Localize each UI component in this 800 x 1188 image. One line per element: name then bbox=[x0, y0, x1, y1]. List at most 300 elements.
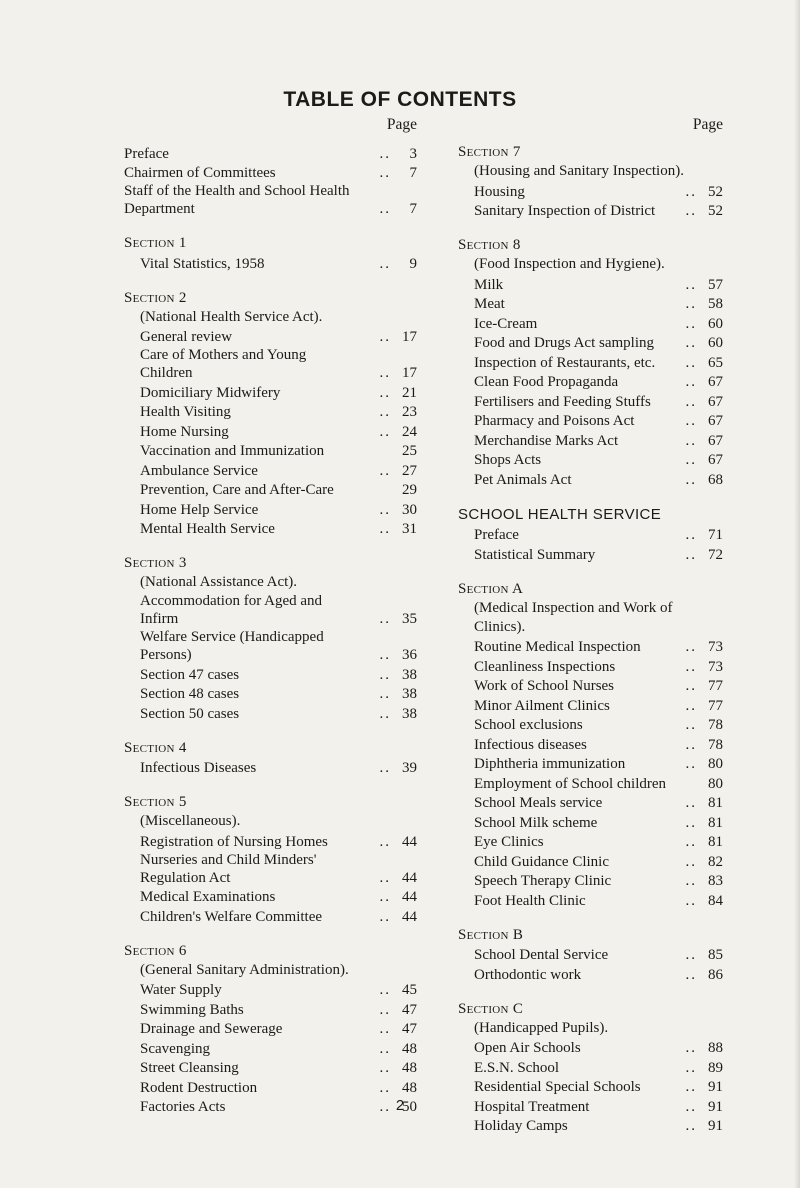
dot-leader: .. bbox=[685, 966, 697, 983]
entry-title: Water Supply bbox=[140, 982, 222, 998]
entry-title: Hospital Treatment bbox=[474, 1098, 590, 1115]
entry-page-number: 67 bbox=[708, 413, 723, 429]
school-health-service bbox=[458, 505, 723, 564]
dot-leader: .. bbox=[685, 1079, 697, 1095]
dot-leader: .. bbox=[685, 795, 697, 811]
dot-leader: .. bbox=[685, 354, 697, 371]
dot-leader: .. bbox=[379, 666, 391, 683]
dot-leader: .. bbox=[685, 736, 697, 753]
entry-page-number: 29 bbox=[402, 482, 417, 498]
dot-leader: .. bbox=[379, 647, 391, 663]
dot-leader: .. bbox=[379, 1099, 391, 1115]
entry-title: Section 50 cases bbox=[140, 705, 240, 722]
entry-title: Prevention, Care and After-Care bbox=[140, 482, 334, 498]
section-8 bbox=[458, 236, 723, 489]
toc-entry bbox=[458, 1077, 723, 1097]
entry-page-number: 47 bbox=[402, 1021, 417, 1037]
dot-leader: .. bbox=[685, 639, 697, 655]
dot-leader: .. bbox=[379, 1021, 391, 1037]
section-heading: Section C bbox=[458, 1000, 524, 1017]
toc-entry bbox=[458, 1038, 723, 1058]
section-heading: Section 1 bbox=[124, 235, 187, 251]
entry-title: Work of School Nurses bbox=[474, 678, 615, 694]
toc-entry bbox=[458, 411, 723, 431]
toc-entry bbox=[458, 294, 723, 314]
entry-title: Orthodontic work bbox=[474, 966, 582, 983]
section-subheading: (Miscellaneous). bbox=[140, 813, 241, 829]
dot-leader: .. bbox=[379, 329, 391, 345]
entry-page-number: 81 bbox=[708, 795, 723, 811]
front-matter bbox=[124, 143, 417, 218]
toc-entry bbox=[458, 695, 723, 715]
entry-page-number: 84 bbox=[708, 892, 723, 909]
entry-title: Section 47 cases bbox=[140, 666, 240, 683]
toc-entry bbox=[124, 831, 417, 851]
entry-page-number: 73 bbox=[708, 639, 723, 655]
toc-entry bbox=[458, 333, 723, 353]
entry-title: Residential Special Schools bbox=[474, 1079, 641, 1095]
toc-entry bbox=[124, 480, 417, 500]
entry-page-number: 45 bbox=[402, 982, 417, 998]
section-b bbox=[458, 926, 723, 984]
section-heading: Section B bbox=[458, 926, 524, 943]
dot-leader: .. bbox=[685, 756, 697, 772]
entry-page-number: 48 bbox=[402, 1040, 417, 1057]
section-heading: Section 6 bbox=[124, 942, 187, 959]
entry-page-number: 67 bbox=[708, 374, 723, 390]
section-c bbox=[458, 1000, 723, 1136]
entry-page-number: 77 bbox=[708, 678, 723, 694]
entry-page-number: 52 bbox=[708, 183, 723, 200]
entry-title: Drainage and Sewerage bbox=[140, 1021, 283, 1037]
entry-page-number: 88 bbox=[708, 1040, 723, 1056]
page-edge-shadow bbox=[794, 0, 800, 1188]
toc-entry bbox=[124, 441, 417, 461]
dot-leader: .. bbox=[379, 908, 391, 925]
section-3 bbox=[124, 554, 417, 723]
section-a bbox=[458, 580, 723, 910]
entry-page-number: 83 bbox=[708, 873, 723, 889]
entry-page-number: 17 bbox=[402, 365, 417, 381]
section-subheading: (Food Inspection and Hygiene). bbox=[474, 256, 665, 272]
entry-title: Section 48 cases bbox=[140, 686, 240, 702]
entry-title: Open Air Schools bbox=[474, 1040, 581, 1056]
dot-leader: .. bbox=[685, 834, 697, 850]
dot-leader: .. bbox=[685, 413, 697, 429]
entry-title: Medical Examinations bbox=[140, 889, 276, 905]
dot-leader: .. bbox=[379, 686, 391, 702]
toc-entry bbox=[124, 346, 417, 382]
entry-page-number: 57 bbox=[708, 276, 723, 293]
dot-leader: .. bbox=[379, 365, 391, 381]
entry-title: Inspection of Restaurants, etc. bbox=[474, 354, 656, 371]
entry-title: Sanitary Inspection of District bbox=[474, 203, 656, 219]
page-number: 2 bbox=[395, 1097, 405, 1114]
entry-page-number: 91 bbox=[708, 1098, 723, 1115]
section-heading: Section 3 bbox=[124, 555, 187, 571]
entry-title: General review bbox=[140, 329, 233, 345]
entry-page-number: 80 bbox=[708, 756, 723, 772]
dot-leader: .. bbox=[685, 374, 697, 390]
entry-page-number: 78 bbox=[708, 736, 723, 753]
entry-page-number: 89 bbox=[708, 1059, 723, 1076]
section-heading: Section A bbox=[458, 580, 524, 597]
entry-page-number: 65 bbox=[708, 354, 723, 371]
toc-entry bbox=[458, 201, 723, 221]
entry-page-number: 36 bbox=[402, 647, 417, 663]
toc-entry bbox=[458, 274, 723, 294]
entry-page-number: 81 bbox=[708, 834, 723, 850]
section-6 bbox=[124, 942, 417, 1117]
toc-entry bbox=[124, 628, 417, 664]
entry-title: Minor Ailment Clinics bbox=[474, 697, 610, 714]
toc-entry bbox=[124, 851, 417, 887]
toc-entry bbox=[124, 980, 417, 1000]
entry-title: Accommodation for Aged and Infirm bbox=[140, 593, 323, 627]
toc-entry bbox=[458, 181, 723, 201]
toc-entry bbox=[124, 163, 417, 183]
entry-title: Care of Mothers and Young Children bbox=[140, 347, 307, 381]
entry-page-number: 73 bbox=[708, 658, 723, 675]
entry-title: Home Help Service bbox=[140, 501, 259, 518]
entry-title: Ice-Cream bbox=[474, 315, 538, 332]
toc-entry bbox=[458, 313, 723, 333]
toc-entry bbox=[458, 812, 723, 832]
dot-leader: .. bbox=[379, 1040, 391, 1057]
dot-leader: .. bbox=[685, 678, 697, 694]
entry-title: Children's Welfare Committee bbox=[140, 908, 323, 925]
entry-title: Vaccination and Immunization bbox=[140, 443, 325, 459]
entry-title: Clean Food Propaganda bbox=[474, 374, 619, 390]
toc-entry bbox=[124, 1038, 417, 1058]
entry-page-number: 7 bbox=[409, 201, 417, 217]
entry-page-number: 50 bbox=[402, 1099, 417, 1115]
toc-entry bbox=[124, 703, 417, 723]
entry-page-number: 58 bbox=[708, 296, 723, 312]
section-heading: SCHOOL HEALTH SERVICE bbox=[458, 505, 662, 523]
entry-title: Street Cleansing bbox=[140, 1060, 239, 1076]
entry-page-number: 48 bbox=[402, 1079, 417, 1096]
entry-page-number: 39 bbox=[402, 760, 417, 776]
entry-title: Ambulance Service bbox=[140, 462, 258, 479]
dot-leader: .. bbox=[685, 393, 697, 410]
entry-title: Child Guidance Clinic bbox=[474, 853, 609, 870]
toc-entry bbox=[458, 469, 723, 489]
dot-leader: .. bbox=[379, 1001, 391, 1018]
section-heading: Section 2 bbox=[124, 289, 187, 306]
entry-page-number: 60 bbox=[708, 335, 723, 351]
page-title: TABLE OF CONTENTS bbox=[283, 88, 517, 111]
section-1 bbox=[124, 234, 417, 273]
dot-leader: .. bbox=[379, 145, 391, 162]
toc-entry bbox=[458, 656, 723, 676]
toc-entry bbox=[124, 592, 417, 628]
entry-title: Infectious Diseases bbox=[140, 760, 257, 776]
dot-leader: .. bbox=[685, 432, 697, 449]
dot-leader: .. bbox=[379, 705, 391, 722]
toc-entry bbox=[124, 664, 417, 684]
dot-leader: .. bbox=[379, 501, 391, 518]
section-4 bbox=[124, 739, 417, 778]
dot-leader: .. bbox=[685, 452, 697, 468]
dot-leader: .. bbox=[685, 947, 697, 963]
entry-title: Statistical Summary bbox=[474, 546, 596, 563]
toc-entry bbox=[124, 253, 417, 273]
section-heading: Section 5 bbox=[124, 794, 187, 810]
toc-entry bbox=[458, 754, 723, 774]
right-column bbox=[458, 108, 723, 1151]
section-heading: Section 7 bbox=[458, 144, 521, 160]
entry-page-number: 31 bbox=[402, 521, 417, 537]
toc-entry bbox=[124, 499, 417, 519]
entry-page-number: 85 bbox=[708, 947, 723, 963]
entry-title: Chairmen of Committees bbox=[124, 165, 276, 181]
dot-leader: .. bbox=[685, 853, 697, 870]
toc-entry bbox=[458, 525, 723, 545]
entry-page-number: 81 bbox=[708, 814, 723, 831]
dot-leader: .. bbox=[685, 658, 697, 675]
entry-title: Pharmacy and Poisons Act bbox=[474, 413, 635, 429]
entry-title: Welfare Service (Handicapped Persons) bbox=[140, 629, 324, 663]
toc-entry bbox=[124, 887, 417, 907]
entry-title: Housing bbox=[474, 183, 525, 200]
left-column bbox=[124, 108, 417, 1132]
entry-title: Foot Health Clinic bbox=[474, 892, 586, 909]
section-2 bbox=[124, 289, 417, 539]
entry-page-number: 7 bbox=[409, 165, 417, 181]
dot-leader: .. bbox=[379, 423, 391, 440]
toc-entry bbox=[458, 734, 723, 754]
toc-entry bbox=[458, 851, 723, 871]
toc-entry bbox=[124, 684, 417, 704]
toc-entry bbox=[458, 1116, 723, 1136]
dot-leader: .. bbox=[379, 611, 391, 627]
dot-leader: .. bbox=[379, 521, 391, 537]
entry-title: Pet Animals Act bbox=[474, 471, 572, 488]
toc-entry bbox=[124, 999, 417, 1019]
entry-page-number: 78 bbox=[708, 717, 723, 733]
toc-entry bbox=[124, 1058, 417, 1078]
entry-title: Routine Medical Inspection bbox=[474, 639, 641, 655]
entry-title: Eye Clinics bbox=[474, 834, 544, 850]
entry-title: Merchandise Marks Act bbox=[474, 432, 619, 449]
dot-leader: .. bbox=[685, 315, 697, 332]
entry-page-number: 47 bbox=[402, 1001, 417, 1018]
dot-leader: .. bbox=[379, 255, 391, 272]
dot-leader: .. bbox=[685, 183, 697, 200]
toc-entry bbox=[458, 544, 723, 564]
dot-leader: .. bbox=[379, 869, 391, 886]
entry-page-number: 21 bbox=[402, 384, 417, 401]
entry-page-number: 48 bbox=[402, 1060, 417, 1076]
entry-page-number: 44 bbox=[402, 908, 417, 925]
entry-page-number: 60 bbox=[708, 315, 723, 332]
dot-leader: .. bbox=[685, 471, 697, 488]
dot-leader: .. bbox=[379, 1079, 391, 1096]
toc-entry bbox=[458, 450, 723, 470]
entry-title: Factories Acts bbox=[140, 1099, 226, 1115]
dot-leader: .. bbox=[379, 982, 391, 998]
section-heading: Section 4 bbox=[124, 739, 187, 756]
dot-leader: .. bbox=[685, 546, 697, 563]
entry-title: Registration of Nursing Homes bbox=[140, 833, 328, 850]
entry-title: Milk bbox=[474, 276, 504, 293]
entry-page-number: 38 bbox=[402, 686, 417, 702]
entry-title: Fertilisers and Feeding Stuffs bbox=[474, 393, 651, 410]
entry-title: Speech Therapy Clinic bbox=[474, 873, 612, 889]
toc-entry bbox=[458, 773, 723, 793]
entry-page-number: 91 bbox=[708, 1118, 723, 1134]
toc-entry bbox=[124, 382, 417, 402]
entry-page-number: 52 bbox=[708, 203, 723, 219]
dot-leader: .. bbox=[379, 833, 391, 850]
entry-page-number: 35 bbox=[402, 611, 417, 627]
entry-page-number: 77 bbox=[708, 697, 723, 714]
entry-title: E.S.N. School bbox=[474, 1059, 560, 1076]
entry-title: Home Nursing bbox=[140, 423, 229, 440]
entry-title: Preface bbox=[124, 145, 169, 162]
entry-title: Swimming Baths bbox=[140, 1001, 244, 1018]
toc-entry bbox=[458, 945, 723, 965]
dot-leader: .. bbox=[685, 335, 697, 351]
toc-entry bbox=[124, 327, 417, 347]
entry-page-number: 3 bbox=[409, 145, 417, 162]
toc-entry bbox=[458, 793, 723, 813]
toc-entry bbox=[458, 871, 723, 891]
entry-page-number: 25 bbox=[402, 443, 417, 459]
dot-leader: .. bbox=[379, 760, 391, 776]
dot-leader: .. bbox=[685, 873, 697, 889]
toc-entry bbox=[124, 182, 417, 218]
toc-entry bbox=[124, 519, 417, 539]
section-5 bbox=[124, 793, 417, 926]
section-7 bbox=[458, 143, 723, 220]
entry-title: School Milk scheme bbox=[474, 814, 598, 831]
toc-entry bbox=[124, 1019, 417, 1039]
page-column-label: Page bbox=[692, 116, 723, 133]
entry-page-number: 30 bbox=[402, 501, 417, 518]
entry-title: Meat bbox=[474, 296, 505, 312]
entry-page-number: 91 bbox=[708, 1079, 723, 1095]
toc-entry bbox=[458, 352, 723, 372]
dot-leader: .. bbox=[685, 814, 697, 831]
entry-title: Rodent Destruction bbox=[140, 1079, 258, 1096]
dot-leader: .. bbox=[685, 1118, 697, 1134]
dot-leader: .. bbox=[685, 276, 697, 293]
entry-title: School Meals service bbox=[474, 795, 603, 811]
entry-title: Preface bbox=[474, 527, 519, 543]
entry-title: Infectious diseases bbox=[474, 736, 587, 753]
toc-entry bbox=[124, 143, 417, 163]
section-heading: Section 8 bbox=[458, 237, 521, 253]
dot-leader: .. bbox=[685, 697, 697, 714]
toc-entry bbox=[458, 430, 723, 450]
toc-entry bbox=[458, 637, 723, 657]
toc-entry bbox=[458, 715, 723, 735]
entry-title: Cleanliness Inspections bbox=[474, 658, 616, 675]
section-subheading: (National Health Service Act). bbox=[140, 308, 323, 325]
section-subheading: (National Assistance Act). bbox=[140, 574, 298, 590]
dot-leader: .. bbox=[685, 203, 697, 219]
entry-title: Scavenging bbox=[140, 1040, 210, 1057]
dot-leader: .. bbox=[379, 201, 391, 217]
entry-title: Diphtheria immunization bbox=[474, 756, 626, 772]
dot-leader: .. bbox=[685, 1098, 697, 1115]
entry-title: Domiciliary Midwifery bbox=[140, 384, 281, 401]
entry-title: Holiday Camps bbox=[474, 1118, 568, 1134]
entry-page-number: 44 bbox=[402, 833, 417, 850]
toc-entry bbox=[458, 1057, 723, 1077]
entry-page-number: 67 bbox=[708, 393, 723, 410]
dot-leader: .. bbox=[379, 889, 391, 905]
toc-entry bbox=[458, 391, 723, 411]
entry-page-number: 67 bbox=[708, 432, 723, 449]
entry-page-number: 38 bbox=[402, 666, 417, 683]
entry-title: Staff of the Health and School Health Department bbox=[124, 183, 350, 217]
entry-title: Vital Statistics, 1958 bbox=[140, 255, 265, 272]
page-column-label: Page bbox=[386, 116, 417, 133]
entry-title: Shops Acts bbox=[474, 452, 542, 468]
entry-page-number: 82 bbox=[708, 853, 723, 870]
toc-entry bbox=[124, 421, 417, 441]
section-subheading: (Medical Inspection and Work of Clinics). bbox=[474, 599, 673, 635]
entry-page-number: 9 bbox=[409, 255, 417, 272]
toc-entry bbox=[124, 460, 417, 480]
entry-page-number: 72 bbox=[708, 546, 723, 563]
toc-entry bbox=[458, 890, 723, 910]
dot-leader: .. bbox=[685, 1040, 697, 1056]
toc-entry bbox=[124, 1077, 417, 1097]
toc-entry bbox=[124, 402, 417, 422]
entry-page-number: 71 bbox=[708, 527, 723, 543]
dot-leader: .. bbox=[685, 527, 697, 543]
entry-title: School Dental Service bbox=[474, 947, 609, 963]
section-subheading: (General Sanitary Administration). bbox=[140, 961, 349, 978]
entry-title: Food and Drugs Act sampling bbox=[474, 335, 654, 351]
entry-page-number: 44 bbox=[402, 869, 417, 886]
dot-leader: .. bbox=[685, 296, 697, 312]
entry-title: Employment of School children bbox=[474, 775, 667, 792]
entry-page-number: 27 bbox=[402, 462, 417, 479]
entry-page-number: 24 bbox=[402, 423, 417, 440]
toc-entry bbox=[458, 832, 723, 852]
toc-entry bbox=[458, 964, 723, 984]
entry-title: School exclusions bbox=[474, 717, 583, 733]
entry-title: Health Visiting bbox=[140, 404, 231, 420]
entry-page-number: 68 bbox=[708, 471, 723, 488]
entry-page-number: 80 bbox=[708, 775, 723, 792]
entry-page-number: 17 bbox=[402, 329, 417, 345]
dot-leader: .. bbox=[379, 165, 391, 181]
entry-page-number: 67 bbox=[708, 452, 723, 468]
section-subheading: (Handicapped Pupils). bbox=[474, 1019, 609, 1036]
entry-page-number: 44 bbox=[402, 889, 417, 905]
section-subheading: (Housing and Sanitary Inspection). bbox=[474, 163, 684, 179]
dot-leader: .. bbox=[685, 892, 697, 909]
dot-leader: .. bbox=[379, 384, 391, 401]
dot-leader: .. bbox=[379, 1060, 391, 1076]
toc-entry bbox=[124, 906, 417, 926]
dot-leader: .. bbox=[379, 404, 391, 420]
dot-leader: .. bbox=[685, 1059, 697, 1076]
toc-entry bbox=[458, 676, 723, 696]
dot-leader: .. bbox=[685, 717, 697, 733]
entry-page-number: 38 bbox=[402, 705, 417, 722]
entry-page-number: 86 bbox=[708, 966, 723, 983]
toc-entry bbox=[458, 372, 723, 392]
dot-leader: .. bbox=[379, 462, 391, 479]
toc-entry bbox=[124, 758, 417, 778]
